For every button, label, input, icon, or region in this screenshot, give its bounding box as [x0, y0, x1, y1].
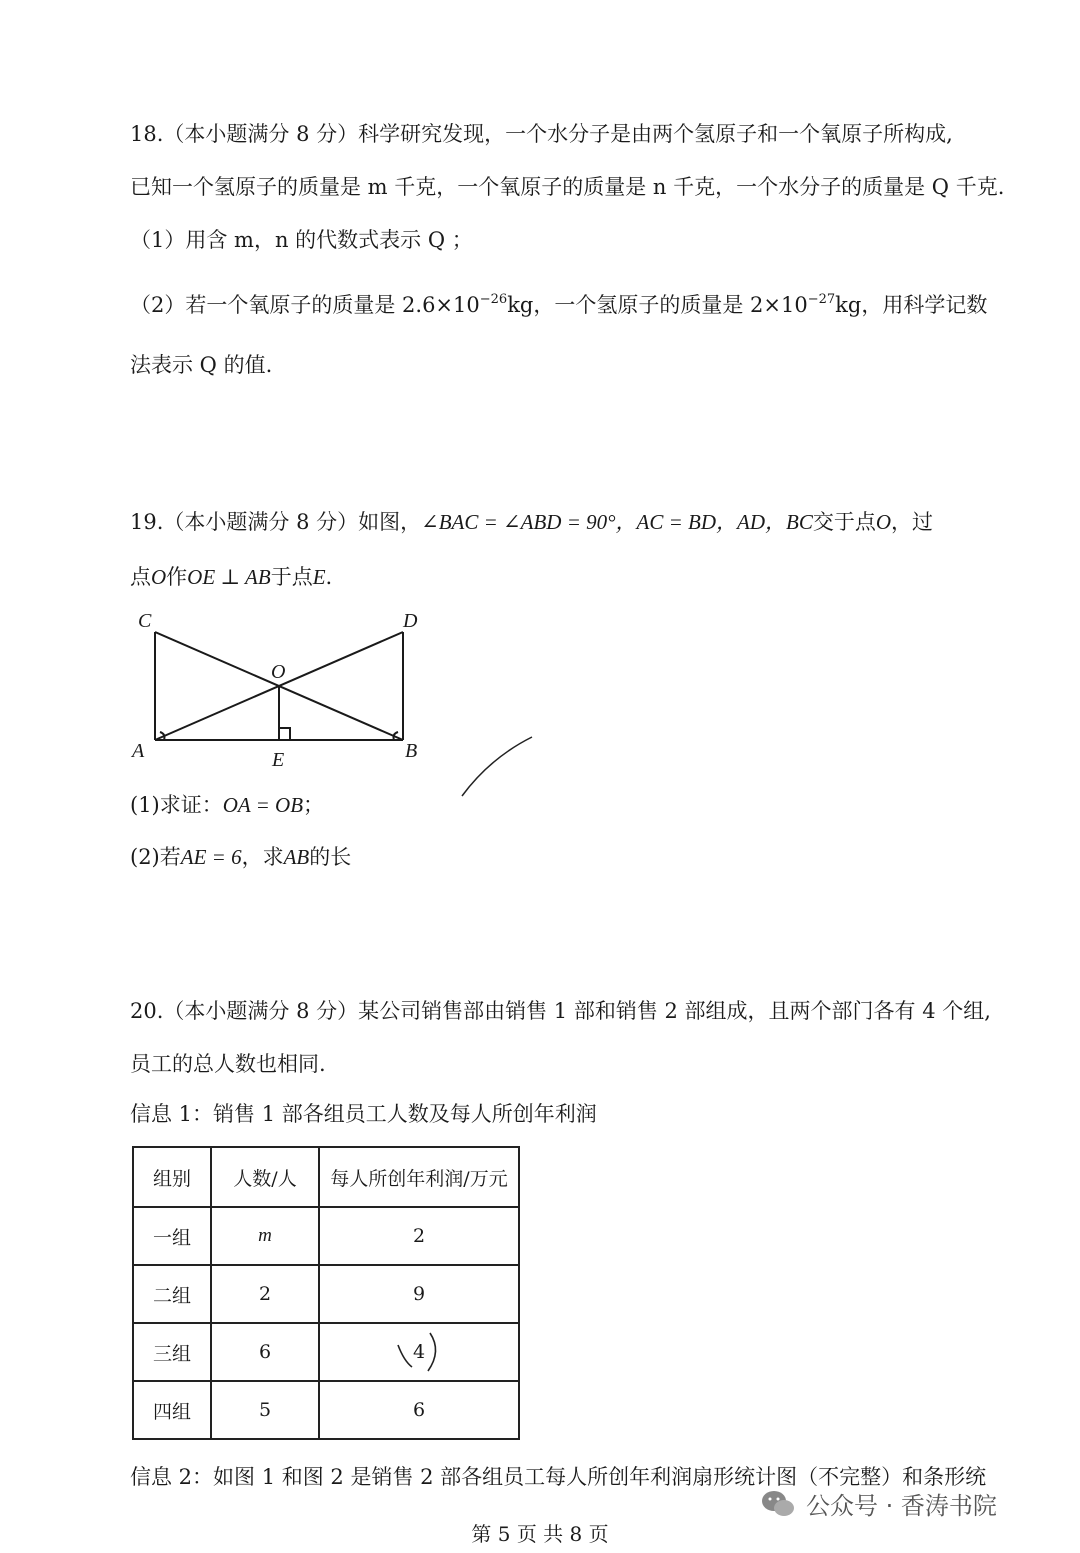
q19-part2-math: AE = 6 — [180, 845, 242, 869]
q18-exp1: −26 — [479, 292, 508, 307]
info-table — [132, 1146, 520, 1440]
q19-line2 — [130, 562, 332, 592]
q18-exp2: −27 — [807, 292, 836, 307]
label-e: E — [272, 749, 285, 771]
q19-part2-c: 的长 — [309, 845, 352, 869]
table-row — [133, 1323, 519, 1381]
table-header: 人数/人 — [211, 1147, 319, 1207]
geometry-figure — [120, 600, 560, 820]
table-cell: 2 — [319, 1207, 519, 1265]
table-cell: 9 — [319, 1265, 519, 1323]
table-header-row — [133, 1147, 519, 1207]
label-c: C — [138, 610, 152, 632]
hand-circle-mark — [390, 1327, 450, 1377]
q19-line2-d: . — [325, 565, 333, 589]
q19-line1-o: O — [875, 510, 892, 534]
table-header: 每人所创年利润/万元 — [319, 1147, 519, 1207]
q19-line2-b: 作 — [166, 565, 188, 589]
right-angle-mark-e — [279, 728, 290, 740]
table-cell: 5 — [211, 1381, 319, 1439]
table-cell: 四组 — [133, 1381, 211, 1439]
page-footer: 第 5 页 共 8 页 — [471, 1522, 609, 1546]
q19-line1-b: 交于点 — [812, 510, 876, 534]
table-cell: 6 — [319, 1381, 519, 1439]
q18-line4 — [130, 290, 987, 320]
q19-part1 — [130, 790, 324, 820]
q19-part1-a: (1)求证： — [130, 793, 223, 817]
label-a: A — [132, 740, 145, 762]
label-o: O — [271, 661, 286, 683]
circled-value: 4 — [412, 1341, 426, 1363]
q19-part2 — [130, 842, 351, 872]
q20-line1: 20.（本小题满分 8 分）某公司销售部由销售 1 部和销售 2 部组成，且两个部门各有 4 个组, — [130, 999, 991, 1023]
watermark — [760, 1486, 997, 1521]
table-row — [133, 1207, 519, 1265]
q19-line2-e: E — [312, 565, 326, 589]
table-cell: 三组 — [133, 1323, 211, 1381]
q19-line2-c: 于点 — [270, 565, 313, 589]
label-d: D — [403, 610, 418, 632]
wechat-icon — [760, 1489, 796, 1519]
q19-part2-a: (2)若 — [130, 845, 181, 869]
q19-line1-a: 19.（本小题满分 8 分）如图， — [130, 510, 422, 534]
q19-line2-o: O — [151, 565, 167, 589]
q19-line2-math: OE ⊥ AB — [187, 565, 271, 589]
table-cell: 6 — [211, 1323, 319, 1381]
table-cell: 2 — [211, 1265, 319, 1323]
q20-info2: 信息 2：如图 1 和图 2 是销售 2 部各组员工每人所创年利润扇形统计图（不完整）和条形统 — [130, 1465, 987, 1489]
table-header: 组别 — [133, 1147, 211, 1207]
table-cell: m — [211, 1207, 319, 1265]
q18-line2: 已知一个氢原子的质量是 m 千克，一个氧原子的质量是 n 千克，一个水分子的质量是 Q 千克. — [130, 175, 1005, 199]
pen-mark — [462, 737, 532, 796]
q18-line4-a: （2）若一个氧原子的质量是 2.6×10 — [130, 293, 480, 317]
table-cell — [319, 1323, 519, 1381]
q19-line1 — [130, 507, 933, 537]
table-cell: 二组 — [133, 1265, 211, 1323]
table-row — [133, 1265, 519, 1323]
table-row — [133, 1381, 519, 1439]
q19-part2-b: ，求 — [241, 845, 284, 869]
watermark-text: 公众号 · 香涛书院 — [806, 1492, 997, 1520]
q20-info1: 信息 1：销售 1 部各组员工人数及每人所创年利润 — [130, 1102, 597, 1126]
q19-line2-a: 点 — [130, 565, 151, 589]
q19-line1-math: ∠BAC = ∠ABD = 90°，AC = BD，AD，BC — [421, 510, 813, 534]
q18-line5: 法表示 Q 的值. — [130, 353, 273, 377]
q19-part1-b: ； — [303, 793, 325, 817]
q18-line3: （1）用含 m，n 的代数式表示 Q ； — [130, 228, 473, 252]
q18-line4-c: kg，用科学记数 — [835, 293, 988, 317]
table-cell: 一组 — [133, 1207, 211, 1265]
q20-line2: 员工的总人数也相同. — [130, 1052, 326, 1076]
q18-line4-b: kg，一个氢原子的质量是 2×10 — [507, 293, 808, 317]
q19-part1-math: OA = OB — [222, 793, 304, 817]
q19-part2-ab: AB — [283, 845, 310, 869]
label-b: B — [405, 740, 418, 762]
q18-line1: 18.（本小题满分 8 分）科学研究发现，一个水分子是由两个氢原子和一个氧原子所构成, — [130, 122, 953, 146]
q19-line1-c: ，过 — [891, 510, 934, 534]
